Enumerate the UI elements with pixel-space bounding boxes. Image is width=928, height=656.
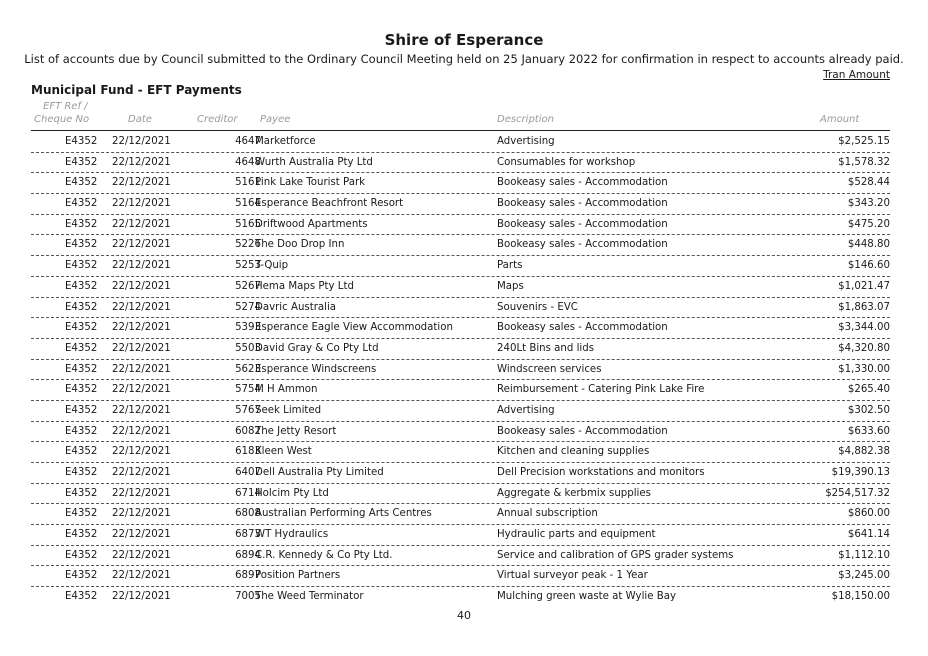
cell-payee: David Gray & Co Pty Ltd <box>255 342 379 354</box>
table-row <box>31 298 890 319</box>
cell-creditor: 6714 <box>235 487 261 499</box>
cell-date: 22/12/2021 <box>112 218 171 230</box>
table-row <box>31 587 890 607</box>
cell-description: Kitchen and cleaning supplies <box>497 446 650 458</box>
cell-date: 22/12/2021 <box>112 425 171 437</box>
cell-payee: Esperance Windscreens <box>255 363 377 375</box>
cell-description: Bookeasy sales - Accommodation <box>497 198 668 210</box>
cell-description: Maps <box>497 280 524 292</box>
col-header-amount: Amount <box>820 114 860 125</box>
cell-date: 22/12/2021 <box>112 301 171 313</box>
col-header-ref-line1: EFT Ref / <box>43 101 88 112</box>
cell-date: 22/12/2021 <box>112 570 171 582</box>
table-row <box>31 173 890 194</box>
cell-creditor: 5623 <box>235 363 261 375</box>
cell-date: 22/12/2021 <box>112 404 171 416</box>
cell-ref: E4352 <box>65 342 98 354</box>
cell-payee: Australian Performing Arts Centres <box>255 508 432 520</box>
page-number: 40 <box>457 609 471 622</box>
cell-payee: Position Partners <box>255 570 341 582</box>
cell-creditor: 4647 <box>235 136 261 147</box>
cell-ref: E4352 <box>65 508 98 520</box>
cell-amount: $528.44 <box>847 177 890 189</box>
table-row <box>31 360 890 381</box>
cell-amount: $343.20 <box>847 198 890 210</box>
cell-amount: $641.14 <box>847 529 890 541</box>
cell-creditor: 5165 <box>235 218 261 230</box>
cell-amount: $3,245.00 <box>838 570 890 582</box>
cell-ref: E4352 <box>65 156 98 168</box>
cell-amount: $254,517.32 <box>825 487 890 499</box>
cell-description: Virtual surveyor peak - 1 Year <box>497 570 648 582</box>
cell-description: Bookeasy sales - Accommodation <box>497 218 668 230</box>
cell-creditor: 6873 <box>235 529 261 541</box>
cell-creditor: 5503 <box>235 342 261 354</box>
cell-creditor: 5164 <box>235 198 261 210</box>
table-row <box>31 463 890 484</box>
cell-ref: E4352 <box>65 280 98 292</box>
cell-description: Souvenirs - EVC <box>497 301 578 313</box>
cell-creditor: 5161 <box>235 177 261 189</box>
cell-creditor: 6082 <box>235 425 261 437</box>
cell-date: 22/12/2021 <box>112 549 171 561</box>
cell-payee: The Jetty Resort <box>255 425 337 437</box>
cell-description: 240Lt Bins and lids <box>497 342 595 354</box>
cell-payee: Seek Limited <box>255 404 322 416</box>
cell-creditor: 5253 <box>235 260 261 272</box>
col-header-ref-line2: Cheque No <box>34 114 90 125</box>
cell-description: Dell Precision workstations and monitors <box>497 467 705 478</box>
cell-ref: E4352 <box>65 570 98 582</box>
cell-date: 22/12/2021 <box>112 260 171 272</box>
cell-creditor: 5393 <box>235 322 261 334</box>
cell-description: Aggregate & kerbmix supplies <box>497 487 651 499</box>
cell-ref: E4352 <box>65 425 98 437</box>
cell-payee: Kleen West <box>255 446 312 458</box>
cell-date: 22/12/2021 <box>112 177 171 189</box>
cell-description: Annual subscription <box>497 508 598 520</box>
cell-ref: E4352 <box>65 549 98 561</box>
cell-ref: E4352 <box>65 260 98 272</box>
cell-ref: E4352 <box>65 591 98 603</box>
cell-date: 22/12/2021 <box>112 322 171 334</box>
cell-amount: $1,578.32 <box>838 156 890 168</box>
table-row <box>31 401 890 422</box>
cell-description: Windscreen services <box>497 363 602 375</box>
cell-payee: Esperance Beachfront Resort <box>255 198 404 210</box>
cell-ref: E4352 <box>65 136 98 147</box>
payments-table <box>31 132 890 607</box>
table-row <box>31 546 890 567</box>
cell-creditor: 5274 <box>235 301 261 313</box>
cell-date: 22/12/2021 <box>112 136 171 147</box>
cell-creditor: 5226 <box>235 239 261 251</box>
table-row <box>31 504 890 525</box>
cell-payee: The Doo Drop Inn <box>255 239 345 251</box>
cell-payee: Pink Lake Tourist Park <box>255 177 366 189</box>
table-row <box>31 194 890 215</box>
cell-description: Advertising <box>497 404 555 416</box>
cell-creditor: 6407 <box>235 467 261 478</box>
table-row <box>31 256 890 277</box>
cell-description: Service and calibration of GPS grader systems <box>497 549 734 561</box>
cell-amount: $146.60 <box>847 260 890 272</box>
cell-creditor: 6808 <box>235 508 261 520</box>
cell-amount: $1,863.07 <box>838 301 890 313</box>
cell-date: 22/12/2021 <box>112 363 171 375</box>
cell-amount: $302.50 <box>847 404 890 416</box>
cell-payee: Hema Maps Pty Ltd <box>255 280 354 292</box>
cell-description: Mulching green waste at Wylie Bay <box>497 591 676 603</box>
cell-date: 22/12/2021 <box>112 384 171 396</box>
table-row <box>31 277 890 298</box>
table-row <box>31 153 890 174</box>
cell-amount: $1,330.00 <box>838 363 890 375</box>
table-row <box>31 235 890 256</box>
cell-ref: E4352 <box>65 404 98 416</box>
cell-date: 22/12/2021 <box>112 529 171 541</box>
cell-amount: $4,320.80 <box>838 342 890 354</box>
table-row <box>31 442 890 463</box>
cell-amount: $265.40 <box>847 384 890 396</box>
cell-date: 22/12/2021 <box>112 591 171 603</box>
cell-payee: The Weed Terminator <box>255 591 364 603</box>
cell-description: Parts <box>497 260 523 272</box>
cell-amount: $18,150.00 <box>831 591 890 603</box>
col-header-date: Date <box>128 114 152 125</box>
table-row <box>31 380 890 401</box>
table-row <box>31 132 890 153</box>
cell-date: 22/12/2021 <box>112 487 171 499</box>
cell-description: Reimbursement - Catering Pink Lake Fire <box>497 384 705 396</box>
cell-ref: E4352 <box>65 239 98 251</box>
table-row <box>31 318 890 339</box>
tran-amount-label: Tran Amount <box>823 69 890 81</box>
cell-payee: Holcim Pty Ltd <box>255 487 329 499</box>
cell-creditor: 4648 <box>235 156 261 168</box>
cell-payee: T-Quip <box>255 260 289 272</box>
table-row <box>31 484 890 505</box>
cell-creditor: 6183 <box>235 446 261 458</box>
cell-ref: E4352 <box>65 384 98 396</box>
table-row <box>31 422 890 443</box>
cell-amount: $4,882.38 <box>838 446 890 458</box>
col-header-description: Description <box>497 114 554 125</box>
cell-description: Advertising <box>497 136 555 147</box>
cell-amount: $448.80 <box>847 239 890 251</box>
page-title: Shire of Esperance <box>384 31 544 49</box>
col-header-creditor: Creditor <box>197 114 238 125</box>
cell-payee: Davric Australia <box>255 301 337 313</box>
cell-date: 22/12/2021 <box>112 467 171 478</box>
cell-description: Bookeasy sales - Accommodation <box>497 322 668 334</box>
cell-date: 22/12/2021 <box>112 239 171 251</box>
cell-creditor: 5754 <box>235 384 261 396</box>
table-row <box>31 215 890 236</box>
cell-amount: $2,525.15 <box>838 136 890 147</box>
cell-ref: E4352 <box>65 177 98 189</box>
cell-payee: M H Ammon <box>255 384 318 396</box>
cell-amount: $475.20 <box>847 218 890 230</box>
cell-creditor: 7005 <box>235 591 261 603</box>
cell-creditor: 5267 <box>235 280 261 292</box>
cell-date: 22/12/2021 <box>112 342 171 354</box>
table-row <box>31 525 890 546</box>
cell-ref: E4352 <box>65 529 98 541</box>
cell-ref: E4352 <box>65 467 98 478</box>
cell-date: 22/12/2021 <box>112 156 171 168</box>
cell-payee: Wurth Australia Pty Ltd <box>255 156 373 168</box>
cell-amount: $1,021.47 <box>838 280 890 292</box>
cell-description: Consumables for workshop <box>497 156 636 168</box>
cell-ref: E4352 <box>65 322 98 334</box>
cell-description: Bookeasy sales - Accommodation <box>497 425 668 437</box>
cell-ref: E4352 <box>65 363 98 375</box>
page-subtitle: List of accounts due by Council submitted to the Ordinary Council Meeting held on 25 January 2022 for confirmation in respect to accounts already paid. <box>24 52 904 66</box>
cell-amount: $19,390.13 <box>831 467 890 478</box>
cell-creditor: 6897 <box>235 570 261 582</box>
table-row <box>31 339 890 360</box>
cell-ref: E4352 <box>65 446 98 458</box>
cell-creditor: 6894 <box>235 549 261 561</box>
cell-date: 22/12/2021 <box>112 446 171 458</box>
col-header-payee: Payee <box>260 114 291 125</box>
cell-ref: E4352 <box>65 218 98 230</box>
header-divider <box>31 130 890 131</box>
cell-payee: Marketforce <box>255 136 316 147</box>
cell-date: 22/12/2021 <box>112 508 171 520</box>
cell-description: Bookeasy sales - Accommodation <box>497 239 668 251</box>
cell-date: 22/12/2021 <box>112 280 171 292</box>
cell-payee: C.R. Kennedy & Co Pty Ltd. <box>255 549 393 561</box>
cell-amount: $633.60 <box>847 425 890 437</box>
cell-amount: $1,112.10 <box>838 549 890 561</box>
table-row <box>31 566 890 587</box>
cell-ref: E4352 <box>65 487 98 499</box>
cell-amount: $860.00 <box>847 508 890 520</box>
cell-payee: Dell Australia Pty Limited <box>255 467 384 478</box>
cell-description: Bookeasy sales - Accommodation <box>497 177 668 189</box>
cell-amount: $3,344.00 <box>838 322 890 334</box>
cell-payee: Driftwood Apartments <box>255 218 368 230</box>
cell-ref: E4352 <box>65 198 98 210</box>
cell-payee: WT Hydraulics <box>255 529 329 541</box>
cell-description: Hydraulic parts and equipment <box>497 529 656 541</box>
fund-heading: Municipal Fund - EFT Payments <box>31 83 242 97</box>
cell-payee: Esperance Eagle View Accommodation <box>255 322 453 334</box>
cell-creditor: 5767 <box>235 404 261 416</box>
cell-date: 22/12/2021 <box>112 198 171 210</box>
cell-ref: E4352 <box>65 301 98 313</box>
